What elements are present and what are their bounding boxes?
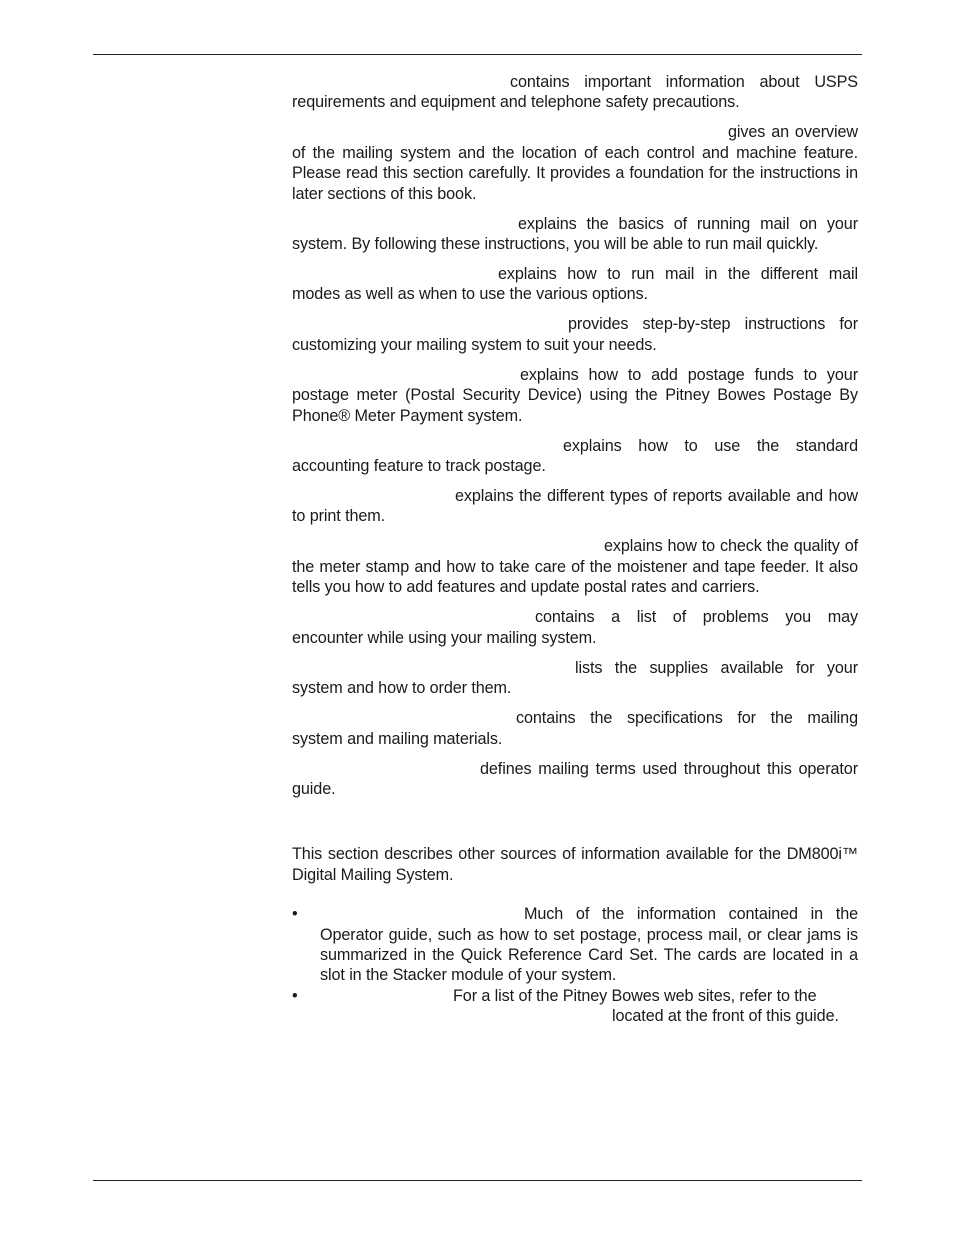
bullet-icon: • — [292, 905, 298, 924]
page-content — [292, 72, 858, 1027]
chapter-description: explains how to add postage funds to your postage meter (Postal Security Device) using the Pitney Bowes Postage By Phone® Meter Payment system. — [292, 365, 858, 425]
chapter-description: contains important information about USPS requirements and equipment and telephone safety precautions. — [292, 73, 858, 112]
chapter-description: explains how to check the quality of the meter stamp and how to take care of the moistener and tape feeder. It also tells you how to add features and update postal rates and carriers. — [292, 537, 858, 597]
header-rule — [93, 54, 862, 55]
chapter-description: explains the basics of running mail on your system. By following these instructions, you will be able to run mail quickly. — [292, 214, 858, 254]
chapter-description: lists the supplies available for your system and how to order them. — [292, 658, 858, 698]
list-item-text: For a list of the Pitney Bowes web sites, refer to the — [453, 986, 817, 1005]
chapter-description: provides step-by-step instructions for customizing your mailing system to suit your needs. — [292, 315, 858, 354]
chapter-description: explains how to run mail in the different mail modes as well as when to use the various options. — [292, 265, 858, 304]
list-item-continuation: located at the front of this guide. — [612, 1007, 839, 1026]
bullet-icon: • — [292, 986, 298, 1005]
chapter-description: defines mailing terms used throughout this operator guide. — [292, 759, 858, 798]
list-item — [292, 904, 858, 986]
other-sources-intro: This section describes other sources of information available for the DM800i™ Digital Mailing System. — [292, 845, 858, 884]
other-sources-list — [292, 904, 858, 1026]
chapter-description: contains the specifications for the mailing system and mailing materials. — [292, 709, 858, 748]
list-item-text: Much of the information contained in the Operator guide, such as how to set postage, process mail, or clear jams is summarized in the Quick Reference Card Set. The cards are located in a slot in the Stacker module of your system. — [320, 905, 858, 985]
chapter-descriptions — [292, 72, 858, 799]
chapter-description: explains how to use the standard accounting feature to track postage. — [292, 436, 858, 476]
footer-rule — [93, 1180, 862, 1181]
chapter-description: contains a list of problems you may encounter while using your mailing system. — [292, 608, 858, 647]
chapter-description: explains the different types of reports available and how to print them. — [292, 487, 858, 526]
list-item — [292, 986, 858, 1027]
chapter-description: gives an overview of the mailing system and the location of each control and machine feature. Please read this section carefully. It provides a foundation for the instructions in later sections of this book. — [292, 123, 858, 203]
